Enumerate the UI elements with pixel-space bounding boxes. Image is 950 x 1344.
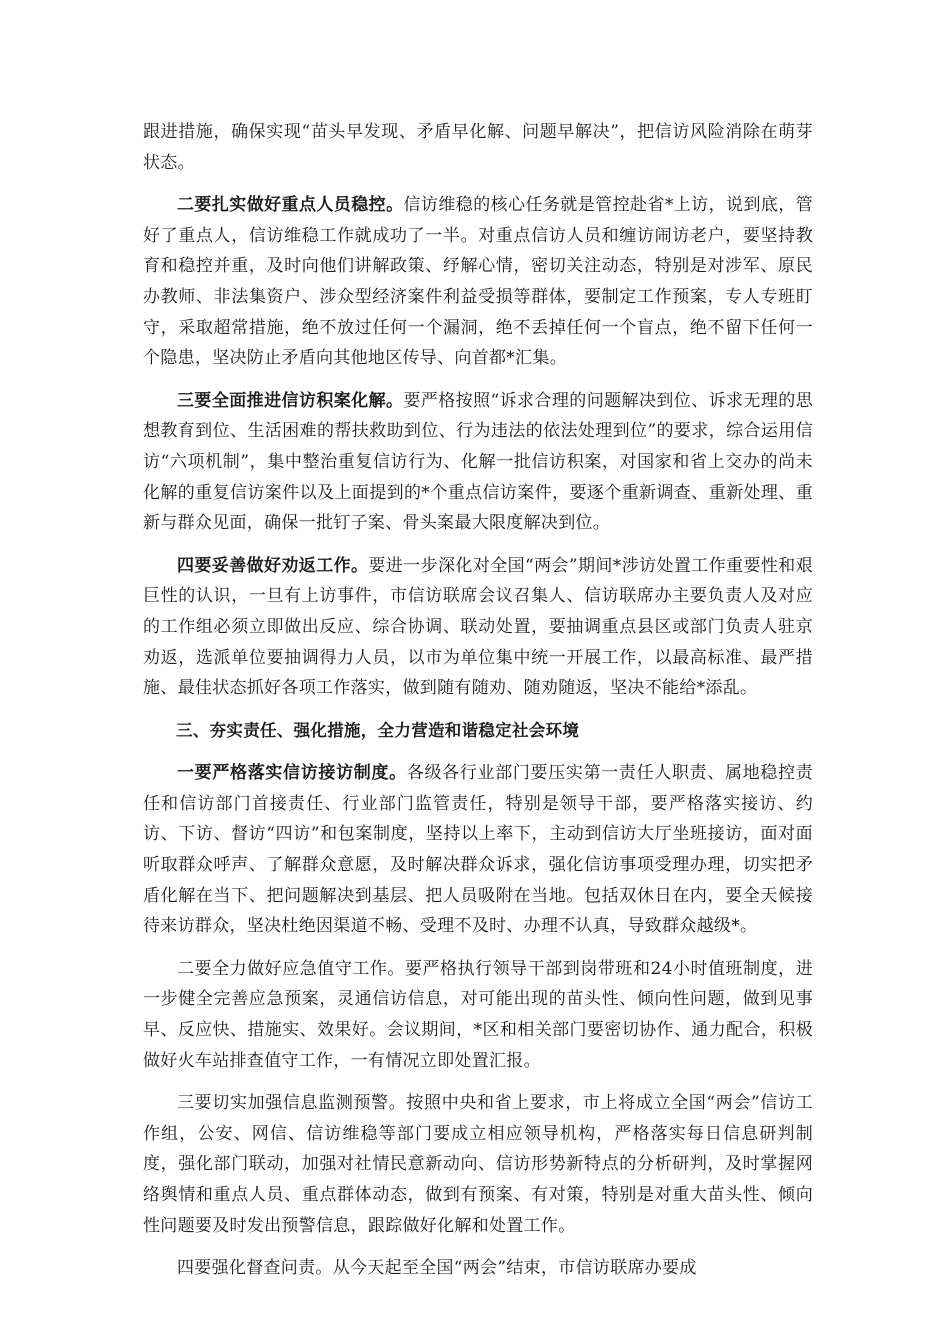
- paragraph-8: [143, 1253, 813, 1284]
- paragraph-1-text: 跟进措施，确保实现“苗头早发现、矛盾早化解、问题早解决”，把信访风险消除在萌芽状态。: [143, 122, 813, 173]
- paragraph-4-text: 要进一步深化对全国“两会”期间*涉访处置工作重要性和艰巨性的认识，一旦有上访事件，市信访联席会议召集人、信访联席办主要负责人及对应的工作组必须立即做出反应、综合协调、联动处置，要抽调重点县区或部门负责人驻京劝返，选派单位要抽调得力人员，以市为单位集中统一开展工作，以最高标准、最严措施、最佳状态抓好各项工作落实，做到随有随劝、随劝随返，坚决不能给*添乱。: [143, 555, 813, 699]
- paragraph-2: [143, 190, 813, 374]
- document-page: [143, 117, 813, 1296]
- paragraph-2-text: 信访维稳的核心任务就是管控赴省*上访，说到底，管好了重点人，信访维稳工作就成功了一半。对重点信访人员和缠访闹访老户，要坚持教育和稳控并重，及时向他们讲解政策、纾解心情，密切关注动态，特别是对涉军、原民办教师、非法集资户、涉众型经济案件利益受损等群体，要制定工作预案，专人专班盯守，采取超常措施，绝不放过任何一个漏洞，绝不丢掉任何一个盲点，绝不留下任何一个隐患，坚决防止矛盾向其他地区传导、向首都*汇集。: [143, 195, 814, 369]
- paragraph-4-lead: 四要妥善做好劝返工作。: [177, 555, 369, 576]
- section-heading: 三、夯实责任、强化措施，全力营造和谐稳定社会环境: [176, 720, 580, 740]
- paragraph-7: [143, 1088, 813, 1241]
- paragraph-7-text: 三要切实加强信息监测预警。按照中央和省上要求，市上将成立全国“两会”信访工作组，公安、网信、信访维稳等部门要成立相应领导机构，严格落实每日信息研判制度，强化部门联动，加强对社情民意新动向、信访形势新特点的分析研判，及时掌握网络舆情和重点人员、重点群体动态，做到有预案、有对策，特别是对重大苗头性、倾向性问题要及时发出预警信息，跟踪做好化解和处置工作。: [143, 1093, 813, 1236]
- paragraph-1: [143, 117, 813, 178]
- paragraph-5: [143, 758, 813, 942]
- paragraph-6: [143, 954, 813, 1076]
- paragraph-5-text: 各级各行业部门要压实第一责任人职责、属地稳控责任和信访部门首接责任、行业部门监管责任，特别是领导干部，要严格落实接访、约访、下访、督访“四访”和包案制度，坚持以上率下，主动到信访大厅坐班接访，面对面听取群众呼声、了解群众意愿，及时解决群众诉求，强化信访事项受理办理，切实把矛盾化解在当下、把问题解决到基层、把人员吸附在当地。包括双休日在内，要全天候接待来访群众，坚决杜绝因渠道不畅、受理不及时、办理不认真，导致群众越级*。: [143, 763, 814, 937]
- paragraph-2-lead: 二要扎实做好重点人员稳控。: [177, 195, 404, 216]
- paragraph-3-text: 要严格按照“诉求合理的问题解决到位、诉求无理的思想教育到位、生活困难的帮扶救助到位、行为违法的依法处理到位”的要求，综合运用信访“六项机制”，集中整治重复信访行为、化解一批信访积案，对国家和省上交办的尚未化解的重复信访案件以及上面提到的*个重点信访案件，要逐个重新调查、重新处理、重新与群众见面，确保一批钉子案、骨头案最大限度解决到位。: [143, 390, 813, 534]
- paragraph-3: [143, 386, 813, 539]
- paragraph-8-text: 四要强化督查问责。从今天起至全国“两会”结束，市信访联席办要成: [177, 1258, 697, 1279]
- paragraph-6-text: 二要全力做好应急值守工作。要严格执行领导干部到岗带班和24小时值班制度，进一步健全完善应急预案，灵通信访信息，对可能出现的苗头性、倾向性问题，做到见事早、反应快、措施实、效果好。会议期间，*区和相关部门要密切协作、通力配合，积极做好火车站排查值守工作，一有情况立即处置汇报。: [143, 958, 813, 1071]
- paragraph-3-lead: 三要全面推进信访积案化解。: [177, 390, 404, 411]
- paragraph-5-lead: 一要严格落实信访接访制度。: [177, 763, 407, 784]
- paragraph-4: [143, 551, 813, 704]
